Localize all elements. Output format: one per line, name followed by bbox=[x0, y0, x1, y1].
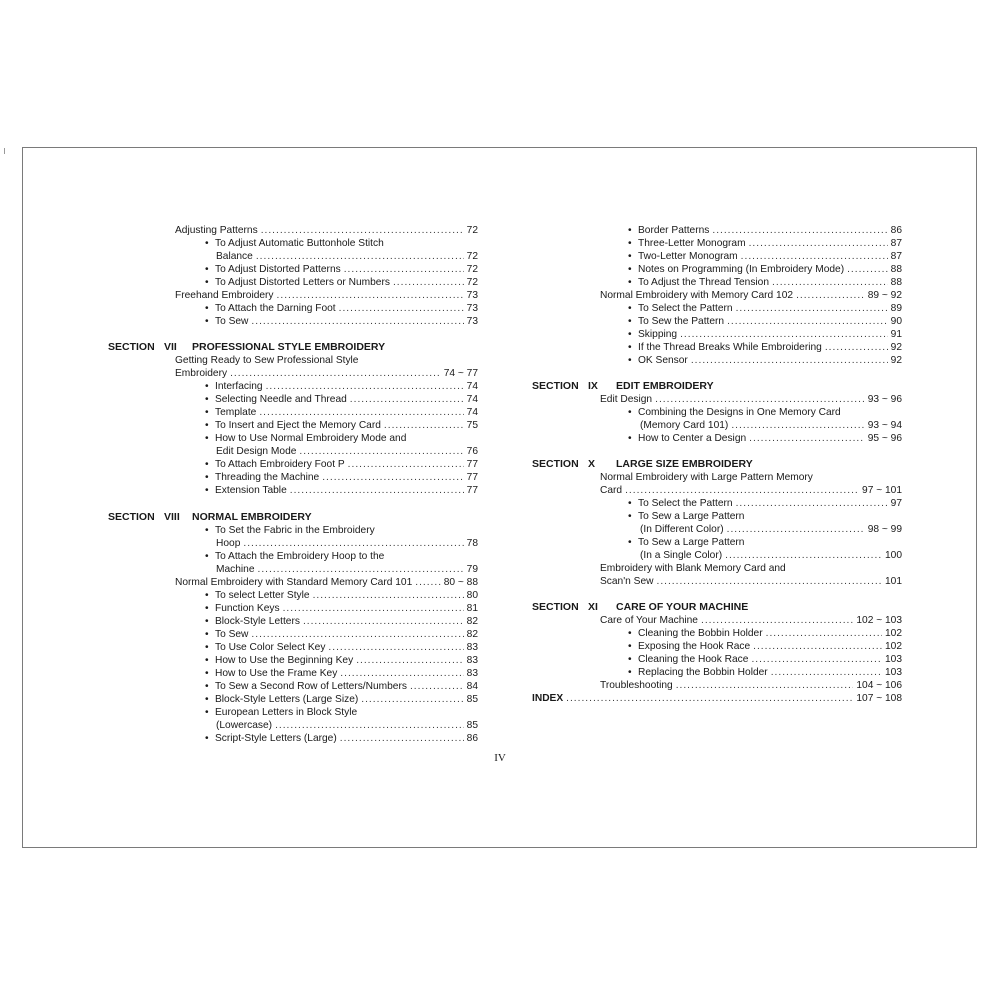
toc-entry-title: (Lowercase) bbox=[216, 720, 273, 731]
section-title: PROFESSIONAL STYLE EMBROIDERY bbox=[192, 341, 386, 353]
dot-leader bbox=[290, 484, 464, 497]
toc-entry bbox=[600, 614, 902, 627]
toc-entry-title: • Interfacing bbox=[205, 380, 263, 393]
toc-entry bbox=[640, 549, 902, 562]
toc-page-number: 82 bbox=[466, 616, 478, 627]
page-folio: IV bbox=[494, 752, 506, 764]
toc-entry-title: • Template bbox=[205, 406, 256, 419]
toc-entry-title: • To Adjust Distorted Patterns bbox=[205, 263, 341, 276]
toc-entry bbox=[205, 419, 478, 432]
toc-page-number: 72 bbox=[466, 225, 478, 236]
toc-entry bbox=[205, 380, 478, 393]
toc-entry bbox=[205, 550, 478, 563]
toc-page-number: 84 bbox=[466, 681, 478, 692]
toc-page-number: 93 ~ 96 bbox=[867, 394, 902, 405]
toc-page-number: 102 bbox=[885, 641, 902, 652]
toc-entry-title: • Selecting Needle and Thread bbox=[205, 393, 347, 406]
dot-leader bbox=[736, 497, 888, 510]
toc-page-number: 92 bbox=[890, 342, 902, 353]
dot-leader bbox=[749, 432, 865, 445]
toc-entry-title: • To Sew a Second Row of Letters/Numbers bbox=[205, 680, 407, 693]
dot-leader bbox=[410, 680, 464, 693]
toc-entry-title: • To Attach the Embroidery Hoop to the bbox=[205, 550, 384, 563]
dot-leader bbox=[741, 250, 888, 263]
toc-entry bbox=[628, 432, 902, 445]
toc-page-number: 97 bbox=[890, 498, 902, 509]
toc-entry-title: Card bbox=[600, 485, 623, 496]
section-heading bbox=[532, 601, 748, 614]
dot-leader bbox=[736, 302, 888, 315]
toc-entry bbox=[628, 224, 902, 237]
dot-leader bbox=[625, 484, 859, 497]
toc-entry bbox=[628, 250, 902, 263]
toc-entry-title: • Function Keys bbox=[205, 602, 280, 615]
dot-leader bbox=[243, 537, 463, 550]
toc-entry-title: • Skipping bbox=[628, 328, 677, 341]
toc-entry bbox=[205, 693, 478, 706]
toc-entry-title: Freehand Embroidery bbox=[175, 290, 274, 301]
toc-entry-title: (In Different Color) bbox=[640, 524, 724, 535]
section-heading bbox=[532, 458, 753, 471]
dot-leader bbox=[258, 563, 464, 576]
toc-index-entry bbox=[532, 692, 902, 705]
dot-leader bbox=[727, 523, 865, 536]
dot-leader bbox=[384, 419, 464, 432]
toc-entry bbox=[628, 302, 902, 315]
toc-page-number: 77 bbox=[466, 485, 478, 496]
toc-page-number: 91 bbox=[890, 329, 902, 340]
toc-page-number: 102 ~ 103 bbox=[856, 615, 902, 626]
toc-entry bbox=[216, 719, 478, 732]
section-title: CARE OF YOUR MACHINE bbox=[616, 601, 749, 613]
dot-leader bbox=[393, 276, 464, 289]
toc-page-number: 77 bbox=[466, 472, 478, 483]
dot-leader bbox=[348, 458, 464, 471]
section-number: VIII bbox=[164, 511, 180, 523]
toc-entry bbox=[628, 653, 902, 666]
toc-page-number: 74 bbox=[466, 381, 478, 392]
toc-entry bbox=[205, 602, 478, 615]
toc-page-number: 82 bbox=[466, 629, 478, 640]
toc-entry bbox=[205, 615, 478, 628]
toc-entry-title: • Combining the Designs in One Memory Card bbox=[628, 406, 841, 419]
toc-entry bbox=[205, 641, 478, 654]
toc-page-number: 72 bbox=[466, 251, 478, 262]
toc-entry-title: Embroidery bbox=[175, 368, 228, 379]
toc-page-number: 80 ~ 88 bbox=[443, 577, 478, 588]
toc-page-number: 104 ~ 106 bbox=[856, 680, 902, 691]
toc-page-number: 89 ~ 92 bbox=[867, 290, 902, 301]
toc-entry bbox=[205, 628, 478, 641]
section-number: IX bbox=[588, 380, 598, 392]
toc-entry-title: Normal Embroidery with Standard Memory Card 101 bbox=[175, 577, 413, 588]
toc-entry-title: Getting Ready to Sew Professional Style bbox=[175, 355, 359, 366]
toc-entry bbox=[628, 627, 902, 640]
toc-entry bbox=[216, 537, 478, 550]
toc-entry bbox=[600, 289, 902, 302]
toc-page-number: 93 ~ 94 bbox=[867, 420, 902, 431]
dot-leader bbox=[361, 693, 463, 706]
section-number: XI bbox=[588, 601, 598, 613]
dot-leader bbox=[299, 445, 463, 458]
section-heading bbox=[108, 341, 385, 354]
toc-entry-title: • Script-Style Letters (Large) bbox=[205, 732, 337, 745]
toc-page-number: 85 bbox=[466, 720, 478, 731]
dot-leader bbox=[339, 302, 464, 315]
dot-leader bbox=[727, 315, 888, 328]
toc-entry-title: (Memory Card 101) bbox=[640, 420, 729, 431]
dot-leader bbox=[415, 576, 440, 589]
toc-page-number: 73 bbox=[466, 316, 478, 327]
toc-page-number: 97 ~ 101 bbox=[862, 485, 902, 496]
section-label: SECTION bbox=[532, 380, 579, 392]
toc-entry bbox=[628, 276, 902, 289]
toc-page-number: 74 ~ 77 bbox=[443, 368, 478, 379]
toc-entry-title: Embroidery with Blank Memory Card and bbox=[600, 563, 786, 574]
toc-entry bbox=[628, 536, 902, 549]
toc-page-number: 83 bbox=[466, 655, 478, 666]
toc-page-number: 79 bbox=[466, 564, 478, 575]
toc-entry bbox=[205, 302, 478, 315]
dot-leader bbox=[340, 732, 464, 745]
toc-entry bbox=[205, 524, 478, 537]
toc-entry-title: • How to Center a Design bbox=[628, 432, 746, 445]
dot-leader bbox=[772, 276, 888, 289]
toc-entry bbox=[640, 419, 902, 432]
toc-page-number: 102 bbox=[885, 628, 902, 639]
toc-page-number: 73 bbox=[466, 303, 478, 314]
toc-page-number: 74 bbox=[466, 394, 478, 405]
toc-entry bbox=[205, 406, 478, 419]
dot-leader bbox=[230, 367, 441, 380]
dot-leader bbox=[356, 654, 463, 667]
toc-entry bbox=[216, 563, 478, 576]
dot-leader bbox=[340, 667, 463, 680]
section-title: EDIT EMBROIDERY bbox=[616, 380, 714, 392]
toc-entry bbox=[175, 224, 478, 237]
toc-page-number: 76 bbox=[466, 446, 478, 457]
dot-leader bbox=[847, 263, 888, 276]
dot-leader bbox=[256, 250, 464, 263]
dot-leader bbox=[676, 679, 854, 692]
toc-entry-title: • Cleaning the Bobbin Holder bbox=[628, 627, 763, 640]
toc-entry bbox=[628, 406, 902, 419]
toc-entry bbox=[600, 679, 902, 692]
toc-entry-title: Edit Design bbox=[600, 394, 653, 405]
dot-leader bbox=[701, 614, 853, 627]
dot-leader bbox=[266, 380, 464, 393]
toc-page-number: 87 bbox=[890, 238, 902, 249]
toc-page-number: 73 bbox=[466, 290, 478, 301]
toc-entry-title: • To Adjust the Thread Tension bbox=[628, 276, 769, 289]
section-title: NORMAL EMBROIDERY bbox=[192, 511, 312, 523]
toc-entry-title: • Replacing the Bobbin Holder bbox=[628, 666, 768, 679]
toc-entry bbox=[640, 523, 902, 536]
toc-entry bbox=[628, 640, 902, 653]
toc-page-number: 103 bbox=[885, 667, 902, 678]
dot-leader bbox=[251, 315, 463, 328]
index-label: INDEX bbox=[532, 693, 564, 704]
toc-entry-title: Balance bbox=[216, 251, 253, 262]
toc-entry bbox=[628, 237, 902, 250]
toc-entry bbox=[600, 562, 902, 575]
dot-leader bbox=[251, 628, 463, 641]
dot-leader bbox=[261, 224, 464, 237]
toc-entry bbox=[205, 680, 478, 693]
toc-page-number: 78 bbox=[466, 538, 478, 549]
toc-page-number: 83 bbox=[466, 668, 478, 679]
toc-entry bbox=[205, 732, 478, 745]
toc-entry-title: Hoop bbox=[216, 538, 241, 549]
dot-leader bbox=[283, 602, 464, 615]
toc-entry bbox=[628, 497, 902, 510]
scan-mark bbox=[4, 148, 5, 154]
toc-entry bbox=[205, 315, 478, 328]
toc-entry bbox=[205, 484, 478, 497]
dot-leader bbox=[796, 289, 865, 302]
toc-entry-title: • Extension Table bbox=[205, 484, 287, 497]
toc-entry-title: • Exposing the Hook Race bbox=[628, 640, 750, 653]
dot-leader bbox=[691, 354, 888, 367]
dot-leader bbox=[712, 224, 887, 237]
toc-page-number: 100 bbox=[885, 550, 902, 561]
toc-entry bbox=[205, 654, 478, 667]
toc-page-number: 88 bbox=[890, 264, 902, 275]
toc-entry bbox=[175, 576, 478, 589]
toc-page-number: 89 bbox=[890, 303, 902, 314]
toc-entry-title: • To Adjust Automatic Buttonhole Stitch bbox=[205, 237, 384, 250]
section-label: SECTION bbox=[532, 458, 579, 470]
toc-entry-title: • To Sew bbox=[205, 628, 248, 641]
dot-leader bbox=[753, 640, 882, 653]
toc-entry-title: • To select Letter Style bbox=[205, 589, 310, 602]
toc-page-number: 101 bbox=[885, 576, 902, 587]
toc-entry-title: • To Set the Fabric in the Embroidery bbox=[205, 524, 375, 537]
dot-leader bbox=[680, 328, 888, 341]
toc-entry-title: • Notes on Programming (In Embroidery Mode) bbox=[628, 263, 844, 276]
toc-entry bbox=[205, 667, 478, 680]
section-label: SECTION bbox=[108, 341, 155, 353]
toc-entry-title: Machine bbox=[216, 564, 255, 575]
toc-entry bbox=[628, 263, 902, 276]
toc-entry-title: • Cleaning the Hook Race bbox=[628, 653, 748, 666]
dot-leader bbox=[766, 627, 882, 640]
toc-entry-title: • To Select the Pattern bbox=[628, 302, 733, 315]
toc-entry-title: Adjusting Patterns bbox=[175, 225, 258, 236]
toc-entry bbox=[205, 276, 478, 289]
toc-entry-title: Normal Embroidery with Memory Card 102 bbox=[600, 290, 794, 301]
toc-entry bbox=[600, 484, 902, 497]
toc-entry-title: • To Select the Pattern bbox=[628, 497, 733, 510]
dot-leader bbox=[259, 406, 463, 419]
toc-entry bbox=[628, 666, 902, 679]
toc-page-number: 83 bbox=[466, 642, 478, 653]
toc-entry-title: • To Use Color Select Key bbox=[205, 641, 325, 654]
toc-entry bbox=[205, 471, 478, 484]
toc-entry-title: • OK Sensor bbox=[628, 354, 688, 367]
toc-entry bbox=[205, 706, 478, 719]
dot-leader bbox=[322, 471, 463, 484]
toc-entry bbox=[628, 354, 902, 367]
toc-entry bbox=[205, 432, 478, 445]
dot-leader bbox=[328, 641, 463, 654]
toc-entry bbox=[205, 393, 478, 406]
toc-entry-title: • To Sew a Large Pattern bbox=[628, 510, 744, 523]
toc-entry-title: • To Sew bbox=[205, 315, 248, 328]
section-title: LARGE SIZE EMBROIDERY bbox=[616, 458, 753, 470]
toc-page-number: 92 bbox=[890, 355, 902, 366]
toc-entry-title: • Block-Style Letters (Large Size) bbox=[205, 693, 358, 706]
toc-page-number: 81 bbox=[466, 603, 478, 614]
toc-page-number: 86 bbox=[890, 225, 902, 236]
toc-entry-title: Scan'n Sew bbox=[600, 576, 654, 587]
dot-leader bbox=[566, 692, 853, 705]
dot-leader bbox=[825, 341, 888, 354]
dot-leader bbox=[350, 393, 464, 406]
toc-entry-title: • How to Use the Frame Key bbox=[205, 667, 337, 680]
section-heading bbox=[108, 511, 312, 524]
dot-leader bbox=[303, 615, 464, 628]
dot-leader bbox=[749, 237, 888, 250]
toc-entry bbox=[628, 315, 902, 328]
dot-leader bbox=[656, 575, 882, 588]
toc-entry-title: Care of Your Machine bbox=[600, 615, 698, 626]
toc-page-number: 107 ~ 108 bbox=[856, 693, 902, 704]
dot-leader bbox=[725, 549, 882, 562]
toc-entry-title: Edit Design Mode bbox=[216, 446, 297, 457]
section-number: X bbox=[588, 458, 596, 470]
toc-entry-title: • To Attach Embroidery Foot P bbox=[205, 458, 345, 471]
toc-page-number: 75 bbox=[466, 420, 478, 431]
toc-entry bbox=[216, 250, 478, 263]
toc-entry-title: • To Attach the Darning Foot bbox=[205, 302, 336, 315]
section-number: VII bbox=[164, 341, 177, 353]
dot-leader bbox=[655, 393, 865, 406]
toc-page-number: 87 bbox=[890, 251, 902, 262]
toc-entry bbox=[600, 393, 902, 406]
dot-leader bbox=[313, 589, 464, 602]
toc-entry-title: • To Adjust Distorted Letters or Numbers bbox=[205, 276, 390, 289]
toc-entry bbox=[205, 263, 478, 276]
toc-entry-title: • European Letters in Block Style bbox=[205, 706, 357, 719]
toc-page-number: 72 bbox=[466, 277, 478, 288]
dot-leader bbox=[275, 719, 464, 732]
section-label: SECTION bbox=[532, 601, 579, 613]
toc-entry bbox=[628, 510, 902, 523]
dot-leader bbox=[731, 419, 864, 432]
toc-page-number: 77 bbox=[466, 459, 478, 470]
toc-entry bbox=[600, 471, 902, 484]
toc-entry-title: • To Sew the Pattern bbox=[628, 315, 724, 328]
toc-entry-title: • How to Use Normal Embroidery Mode and bbox=[205, 432, 406, 445]
dot-leader bbox=[771, 666, 882, 679]
section-heading bbox=[532, 380, 714, 393]
toc-page-number: 72 bbox=[466, 264, 478, 275]
toc-entry bbox=[205, 458, 478, 471]
toc-entry-title: • Two-Letter Monogram bbox=[628, 250, 738, 263]
toc-entry-title: • Threading the Machine bbox=[205, 471, 319, 484]
toc-entry bbox=[216, 445, 478, 458]
toc-page-number: 85 bbox=[466, 694, 478, 705]
toc-page-number: 80 bbox=[466, 590, 478, 601]
toc-entry bbox=[600, 575, 902, 588]
toc-page-number: 95 ~ 96 bbox=[867, 433, 902, 444]
toc-page-number: 90 bbox=[890, 316, 902, 327]
toc-entry bbox=[175, 367, 478, 380]
toc-entry bbox=[175, 289, 478, 302]
toc-entry-title: • To Insert and Eject the Memory Card bbox=[205, 419, 381, 432]
toc-entry-title: • Block-Style Letters bbox=[205, 615, 300, 628]
toc-entry-title: • Border Patterns bbox=[628, 224, 709, 237]
toc-entry bbox=[205, 237, 478, 250]
toc-entry-title: • How to Use the Beginning Key bbox=[205, 654, 353, 667]
toc-entry bbox=[628, 341, 902, 354]
toc-page-number: 88 bbox=[890, 277, 902, 288]
toc-entry-title: • If the Thread Breaks While Embroidering bbox=[628, 341, 822, 354]
toc-entry-title: Troubleshooting bbox=[600, 680, 673, 691]
toc-page-number: 103 bbox=[885, 654, 902, 665]
toc-entry-title: • Three-Letter Monogram bbox=[628, 237, 746, 250]
dot-leader bbox=[344, 263, 464, 276]
dot-leader bbox=[751, 653, 882, 666]
toc-entry-title: Normal Embroidery with Large Pattern Memory bbox=[600, 472, 813, 483]
dot-leader bbox=[277, 289, 464, 302]
toc-entry-title: • To Sew a Large Pattern bbox=[628, 536, 744, 549]
toc-page-number: 86 bbox=[466, 733, 478, 744]
toc-page-number: 98 ~ 99 bbox=[867, 524, 902, 535]
toc-page-number: 74 bbox=[466, 407, 478, 418]
toc-entry-title: (In a Single Color) bbox=[640, 550, 723, 561]
section-label: SECTION bbox=[108, 511, 155, 523]
toc-entry bbox=[175, 354, 478, 367]
toc-entry bbox=[205, 589, 478, 602]
toc-entry bbox=[628, 328, 902, 341]
